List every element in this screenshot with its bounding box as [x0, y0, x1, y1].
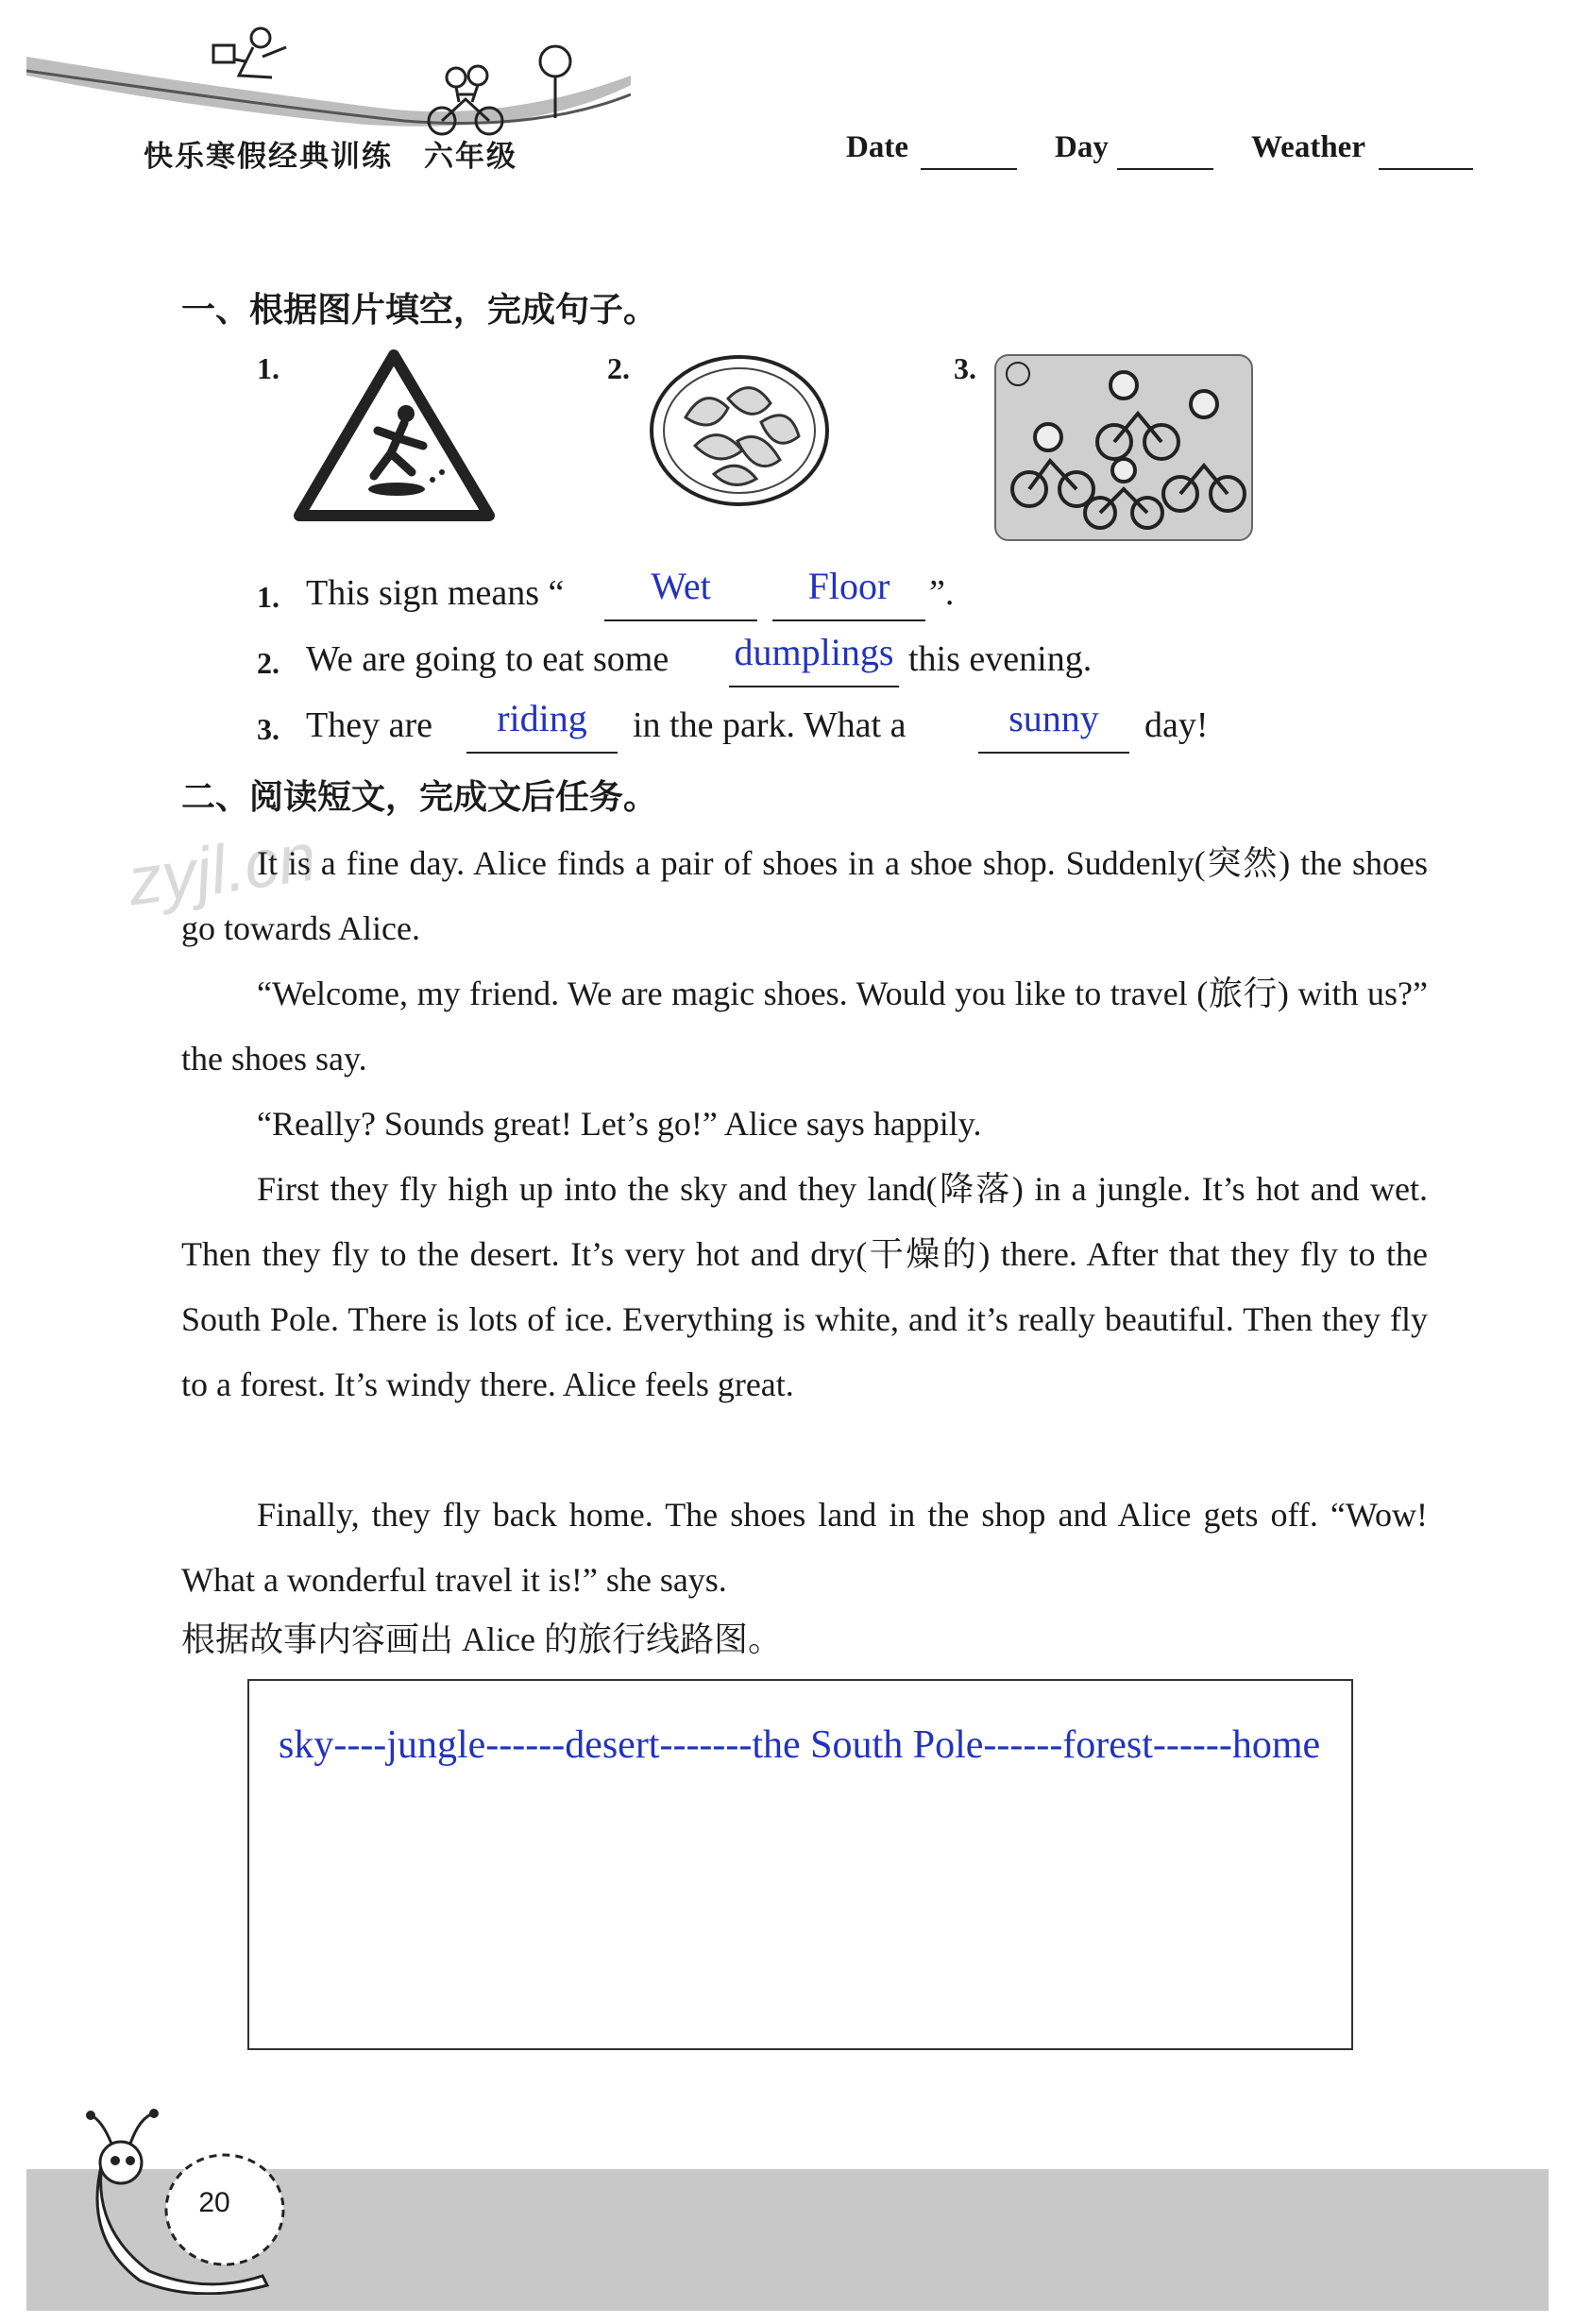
q3-number: 3.: [257, 712, 280, 746]
q1-number: 1.: [257, 580, 280, 614]
section2-title: 二、阅读短文，完成文后任务。: [181, 778, 658, 817]
q1-text-after: ”.: [929, 573, 955, 613]
q1-blank1[interactable]: [604, 619, 757, 621]
q1-blank2[interactable]: [772, 619, 925, 621]
snail-icon: [83, 2106, 300, 2295]
q1-answer2: Floor: [807, 565, 890, 607]
q3-answer2: sunny: [1008, 697, 1099, 739]
watermark: zyjl.cn: [123, 819, 321, 921]
story-paragraph-1: It is a fine day. Alice finds a pair of shoes in a shoe shop. Suddenly(突然) the shoes go towards Alice.: [181, 844, 1428, 947]
q3-blank1[interactable]: [466, 752, 618, 754]
q3-text-after: day!: [1144, 705, 1209, 745]
section1-title: 一、根据图片填空，完成句子。: [181, 291, 658, 330]
q2-answer: dumplings: [734, 631, 894, 673]
route-answer-text: sky----jungle------desert-------the South Pole------forest------home: [279, 1723, 1321, 1767]
wet-floor-sign-icon: [293, 348, 496, 522]
q2-blank[interactable]: [729, 686, 899, 687]
q3-answer1: riding: [497, 697, 587, 739]
q3-blank2[interactable]: [978, 752, 1129, 754]
children-cycling-icon: [991, 348, 1256, 546]
story-paragraph-5: Finally, they fly back home. The shoes land in the shop and Alice gets off. “Wow! What a wonderful travel it is!” she says.: [181, 1496, 1428, 1599]
q3-text-middle: in the park. What a: [633, 705, 907, 745]
weather-label: Weather: [1251, 130, 1365, 164]
story-paragraph-4: First they fly high up into the sky and they land(降落) in a jungle. It’s hot and wet. Then they fly to the desert. It’s very hot and dry(干燥的) there. After that they fly to the South Pole. There is lots of ice. Everything is white, and it’s really beautiful. Then they fly to a forest. It’s windy there. Alice feels great.: [181, 1170, 1428, 1403]
picture2-number: 2.: [607, 351, 630, 385]
book-title: 快乐寒假经典训练 六年级: [144, 140, 517, 174]
q2-text-before: We are going to eat some: [306, 639, 669, 679]
date-label: Date: [846, 130, 908, 164]
q3-text-before: They are: [306, 705, 432, 745]
picture1-number: 1.: [257, 351, 280, 385]
weather-field[interactable]: [1379, 168, 1473, 170]
date-field[interactable]: [921, 168, 1017, 170]
q2-text-after: this evening.: [908, 639, 1093, 679]
task-instruction: 根据故事内容画出 Alice 的旅行线路图。: [181, 1620, 782, 1658]
story-paragraph-2: “Welcome, my friend. We are magic shoes. Would you like to travel (旅行) with us?” the shoes say.: [181, 975, 1428, 1077]
dumplings-plate-icon: [648, 351, 831, 510]
day-label: Day: [1055, 130, 1109, 164]
day-field[interactable]: [1117, 168, 1213, 170]
q2-number: 2.: [257, 646, 280, 680]
picture3-number: 3.: [954, 351, 976, 385]
q1-answer1: Wet: [651, 565, 711, 607]
story-paragraph-3: “Really? Sounds great! Let’s go!” Alice says happily.: [257, 1105, 982, 1143]
header-banner-illustration: [26, 19, 631, 142]
q1-text-before: This sign means “: [306, 573, 565, 613]
page-number: 20: [198, 2187, 230, 2218]
